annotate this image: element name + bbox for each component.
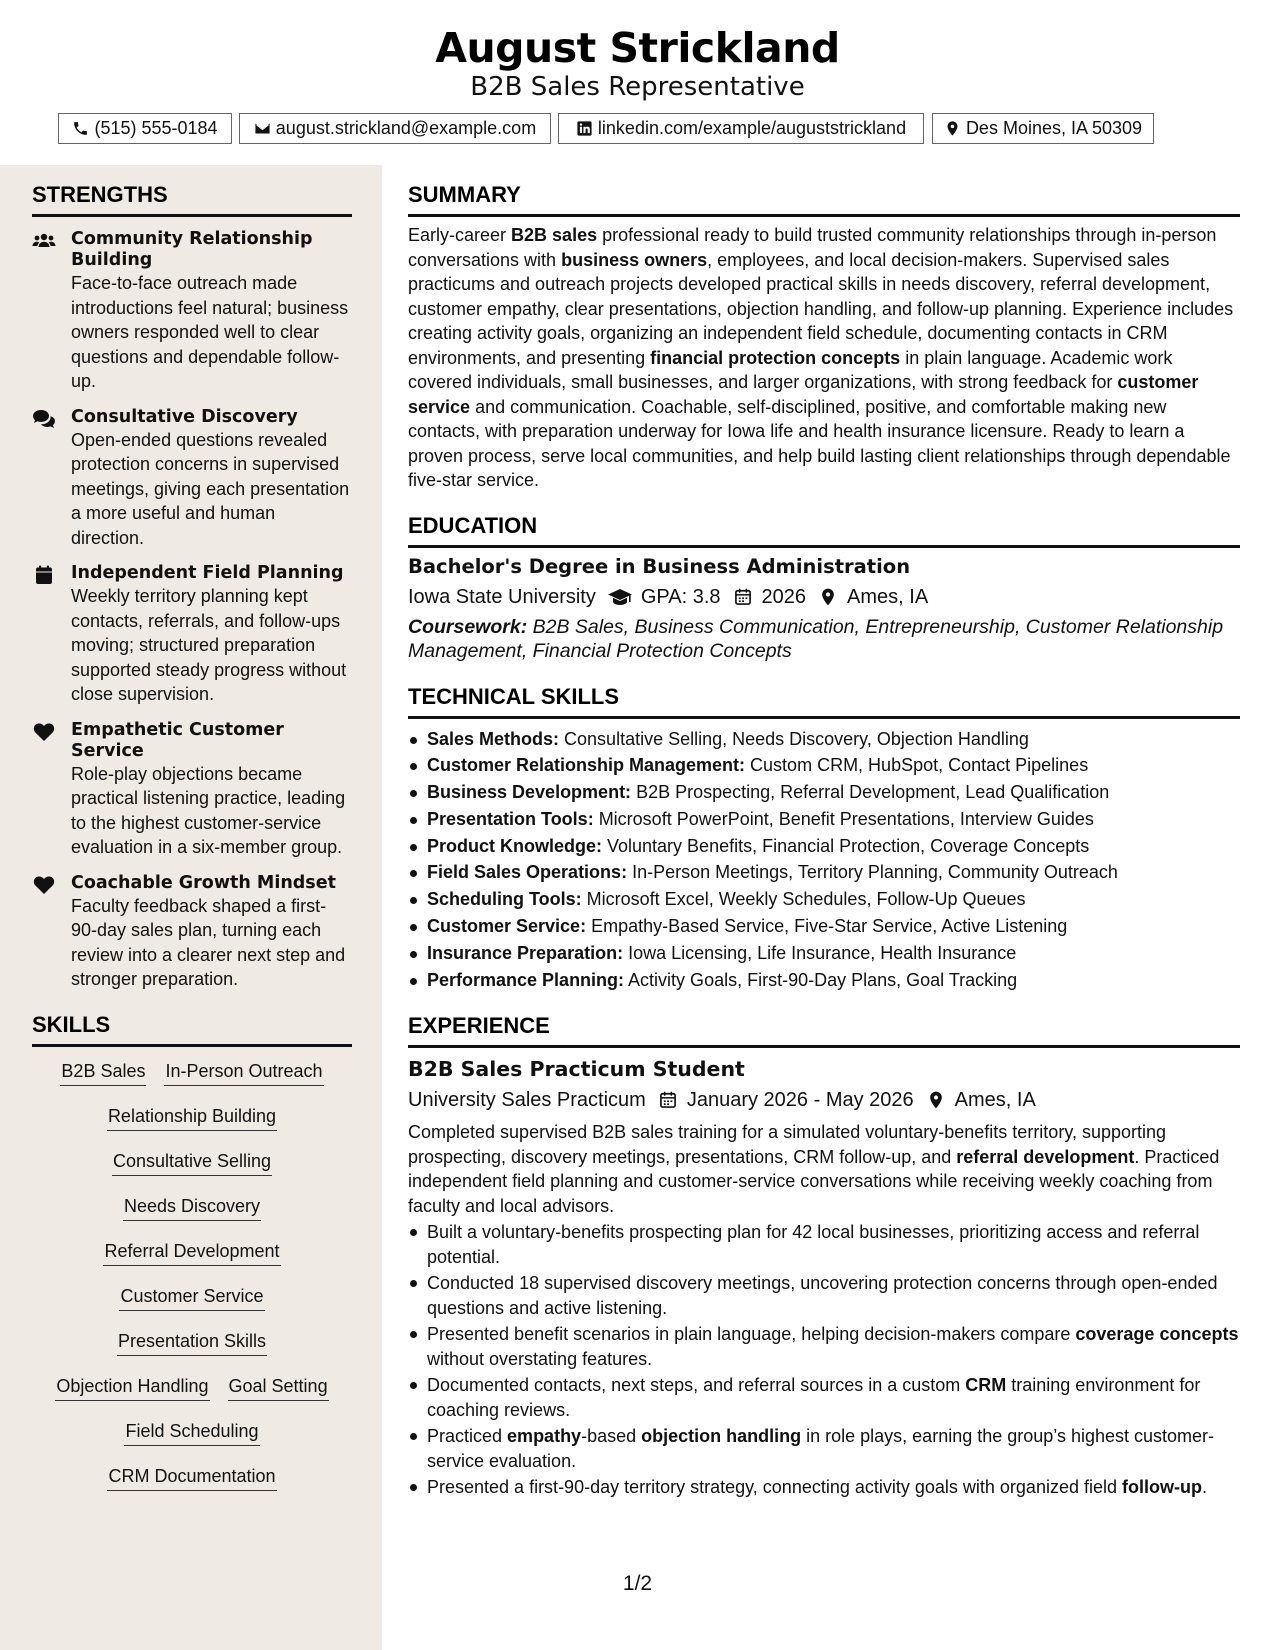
skill-values: Empathy-Based Service, Five-Star Service, Active Listening (586, 916, 1068, 937)
technical-skill-item (408, 913, 1240, 940)
education-meta (408, 582, 1240, 612)
summary-section (408, 182, 1240, 493)
sidebar (0, 165, 382, 1650)
strengths-heading: STRENGTHS (32, 182, 352, 217)
bold-text: customer service (408, 372, 1199, 417)
job-location: Ames, IA (954, 1089, 1036, 1112)
strength-item (32, 229, 352, 394)
text-run: , employees, and local decision-makers. Supervised sales practicums and outreach projects developed practical skills in needs discovery, referral development, customer empathy, clear presentations, objection handling, and follow-up planning. Experience includes creating activity goals, organizing an independent field schedule, documenting contacts in CRM environments, and presenting (408, 249, 1234, 368)
strength-item (32, 720, 352, 860)
bold-text: referral development (956, 1146, 1135, 1167)
skill-tag: Field Scheduling (124, 1419, 259, 1446)
strength-title: Consultative Discovery (71, 406, 298, 427)
strength-item (32, 563, 352, 707)
users-icon (32, 231, 56, 251)
technical-skills-heading: TECHNICAL SKILLS (408, 684, 1240, 719)
strength-title: Empathetic Customer Service (71, 719, 284, 761)
skill-tags (32, 1059, 352, 1509)
skill-values: Custom CRM, HubSpot, Contact Pipelines (745, 755, 1089, 776)
experience-bullet (408, 1220, 1240, 1269)
strength-item (32, 873, 352, 992)
technical-skill-item (408, 859, 1240, 886)
text-run: professional ready to build trusted community relationships through in-person conversations with (408, 225, 1217, 270)
email-icon (254, 120, 271, 137)
skill-row (32, 1464, 352, 1509)
location-pin-icon (818, 587, 838, 607)
skill-values: Microsoft PowerPoint, Benefit Presentations, Interview Guides (593, 808, 1094, 829)
linkedin-icon (576, 120, 593, 137)
calendar-icon (733, 587, 753, 607)
strength-desc: Role-play objections became practical listening practice, leading to the highest customer-service evaluation in a six-member group. (71, 763, 346, 857)
text-run: Conducted 18 supervised discovery meetings, uncovering protection concerns through open-ended questions and active listening. (427, 1273, 1218, 1318)
strength-title: Community Relationship Building (71, 229, 313, 270)
text-run: Completed supervised B2B sales training for a simulated voluntary-benefits territory, supporting prospecting, discovery meetings, presentations, CRM follow-up, and (408, 1122, 1167, 1167)
coursework-list: B2B Sales, Business Communication, Entrepreneurship, Customer Relationship Management, Financial Protection Concepts (408, 615, 1224, 662)
skill-tag: CRM Documentation (107, 1464, 276, 1491)
strength-desc: Open-ended questions revealed protection concerns in supervised meetings, giving each presentation a more useful and human direction. (71, 429, 350, 548)
skill-values: In-Person Meetings, Territory Planning, Community Outreach (627, 862, 1118, 883)
location-text: Des Moines, IA 50309 (965, 118, 1143, 138)
education-location: Ames, IA (847, 585, 929, 608)
experience-bullet (408, 1322, 1240, 1371)
email-text: august.strickland@example.com (275, 118, 537, 138)
skill-tag: In-Person Outreach (164, 1059, 323, 1086)
contact-phone[interactable] (58, 113, 232, 144)
skill-category: Business Development: (427, 782, 632, 803)
skill-category: Performance Planning: (427, 969, 625, 990)
skill-tag: Customer Service (119, 1284, 264, 1311)
technical-skill-item (408, 886, 1240, 913)
text-run: . (1201, 1477, 1207, 1498)
technical-skill-item (408, 940, 1240, 967)
skill-tag: Needs Discovery (123, 1194, 261, 1221)
coursework-label: Coursework: (408, 615, 528, 638)
strength-desc: Weekly territory planning kept contacts, referrals, and follow-ups moving; structured preparation supported steady progress without close supervision. (71, 586, 347, 704)
bold-text: business owners (561, 249, 708, 270)
gpa: GPA: 3.8 (640, 585, 721, 608)
skill-row (32, 1239, 352, 1284)
linkedin-text: linkedin.com/example/auguststrickland (597, 118, 907, 138)
text-run: in role plays, earning the group’s highest customer-service evaluation. (427, 1426, 1215, 1471)
skill-values: Iowa Licensing, Life Insurance, Health Insurance (623, 942, 1017, 963)
technical-skills-section (408, 684, 1240, 994)
calendar-icon (658, 1090, 678, 1110)
strengths-list (32, 229, 352, 992)
text-run: Documented contacts, next steps, and referral sources in a custom (427, 1375, 966, 1396)
text-run: in plain language. Academic work covered individuals, small businesses, and larger organizations, with strong feedback for (408, 347, 1173, 392)
resume-header (0, 22, 1275, 102)
summary-text (408, 223, 1240, 493)
skill-category: Presentation Tools: (427, 808, 594, 829)
skill-tag: Objection Handling (55, 1374, 209, 1401)
skill-tag: Relationship Building (107, 1104, 277, 1131)
contact-location (932, 113, 1154, 144)
skill-row (32, 1284, 352, 1329)
bold-text: coverage concepts (1075, 1324, 1239, 1345)
graduation-cap-icon (608, 587, 632, 607)
education-section (408, 513, 1240, 664)
skill-row (32, 1104, 352, 1149)
bold-text: B2B sales (511, 225, 598, 245)
graduation-year: 2026 (761, 585, 807, 608)
contact-linkedin[interactable] (558, 113, 924, 144)
text-run: training environment for coaching reviews. (427, 1375, 1201, 1420)
skill-values: Voluntary Benefits, Financial Protection, Coverage Concepts (602, 835, 1090, 856)
skill-values: Activity Goals, First-90-Day Plans, Goal Tracking (624, 969, 1018, 990)
degree: Bachelor's Degree in Business Administration (408, 554, 911, 578)
skill-row (32, 1419, 352, 1464)
job-org: University Sales Practicum (408, 1089, 646, 1112)
text-run: Early-career (408, 225, 512, 245)
skill-category: Scheduling Tools: (427, 889, 582, 910)
job-meta (408, 1085, 1240, 1115)
text-run: Built a voluntary-benefits prospecting plan for 42 local businesses, prioritizing access and referral potential. (427, 1222, 1200, 1267)
skill-row (32, 1194, 352, 1239)
school: Iowa State University (408, 585, 596, 608)
technical-skill-item (408, 726, 1240, 753)
skill-tag: Consultative Selling (112, 1149, 272, 1176)
technical-skills-list (408, 726, 1240, 994)
skills-heading: SKILLS (32, 1012, 352, 1047)
skill-values: B2B Prospecting, Referral Development, Lead Qualification (631, 782, 1110, 803)
technical-skill-item (408, 967, 1240, 994)
strength-title: Coachable Growth Mindset (71, 872, 336, 893)
heart-icon (32, 722, 56, 742)
skill-row (32, 1059, 352, 1104)
experience-heading: EXPERIENCE (408, 1013, 1240, 1048)
experience-section (408, 1013, 1240, 1500)
skill-row (32, 1149, 352, 1194)
experience-bullet (408, 1373, 1240, 1422)
text-run: -based (581, 1426, 642, 1447)
skill-category: Product Knowledge: (427, 835, 602, 856)
text-run: Presented benefit scenarios in plain language, helping decision-makers compare (427, 1324, 1076, 1345)
skill-category: Insurance Preparation: (427, 942, 624, 963)
text-run: and communication. Coachable, self-disciplined, positive, and comfortable making new contacts, with preparation underway for Iowa life and health insurance licensure. Ready to learn a proven process, serve local communities, and help build lasting client relationships through dependable five-star service. (408, 396, 1231, 490)
skill-category: Customer Relationship Management: (427, 755, 746, 776)
bold-text: objection handling (641, 1426, 802, 1447)
candidate-title: B2B Sales Representative (470, 72, 805, 102)
job-dates: January 2026 - May 2026 (686, 1089, 914, 1112)
skill-category: Sales Methods: (427, 728, 560, 749)
skill-category: Field Sales Operations: (427, 862, 628, 883)
skill-values: Consultative Selling, Needs Discovery, Objection Handling (559, 728, 1029, 749)
job-description (408, 1120, 1240, 1218)
strength-title: Independent Field Planning (71, 563, 344, 583)
bold-text: follow-up (1122, 1477, 1202, 1498)
candidate-name: August Strickland (435, 24, 840, 72)
heart-icon (32, 875, 56, 895)
text-run: Presented a first-90-day territory strategy, connecting activity goals with organized field (427, 1477, 1122, 1498)
main-column (408, 182, 1240, 1502)
education-heading: EDUCATION (408, 513, 1240, 548)
skill-tag: B2B Sales (60, 1059, 146, 1086)
bold-text: financial protection concepts (650, 347, 901, 368)
experience-bullet (408, 1424, 1240, 1473)
skill-row (32, 1374, 352, 1419)
experience-bullet (408, 1475, 1240, 1500)
location-pin-icon (926, 1090, 946, 1110)
text-run: without overstating features. (427, 1348, 653, 1369)
technical-skill-item (408, 806, 1240, 833)
skill-row (32, 1329, 352, 1374)
location-pin-icon (944, 120, 961, 137)
phone-icon (72, 120, 89, 137)
job-title: B2B Sales Practicum Student (408, 1057, 745, 1082)
strength-desc: Face-to-face outreach made introductions feel natural; business owners responded well to clear questions and dependable follow-up. (71, 273, 349, 391)
technical-skill-item (408, 779, 1240, 806)
text-run: . Practiced independent field planning and customer-service conversations while receiving weekly coaching from faculty and local advisors. (408, 1146, 1220, 1216)
bold-text: CRM (965, 1375, 1007, 1396)
strength-item (32, 407, 352, 551)
summary-heading: SUMMARY (408, 182, 1240, 217)
contact-email[interactable] (239, 113, 551, 144)
technical-skill-item (408, 833, 1240, 860)
coursework (408, 615, 1240, 664)
experience-bullet (408, 1271, 1240, 1320)
skill-category: Customer Service: (427, 916, 587, 937)
calendar-icon (32, 565, 56, 585)
text-run: Practiced (427, 1426, 508, 1447)
comments-icon (32, 409, 56, 429)
contact-bar (58, 113, 1218, 145)
experience-bullets (408, 1220, 1240, 1500)
phone-text: (515) 555-0184 (94, 118, 218, 138)
strength-desc: Faculty feedback shaped a first-90-day sales plan, turning each review into a clearer next step and stronger preparation. (71, 895, 346, 989)
bold-text: empathy (507, 1426, 582, 1447)
skill-tag: Presentation Skills (117, 1329, 267, 1356)
page-number: 1/2 (622, 1572, 653, 1595)
skill-tag: Referral Development (103, 1239, 280, 1266)
skill-values: Microsoft Excel, Weekly Schedules, Follow-Up Queues (581, 889, 1026, 910)
technical-skill-item (408, 752, 1240, 779)
skill-tag: Goal Setting (228, 1374, 329, 1401)
